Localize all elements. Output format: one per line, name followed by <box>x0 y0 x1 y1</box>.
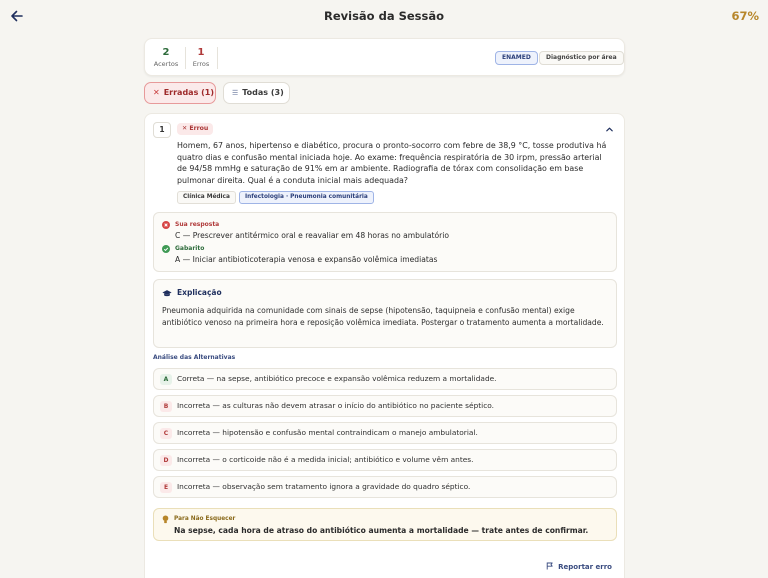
explanation-title: Explicação <box>177 288 222 297</box>
your-answer-text: C — Prescrever antitérmico oral e reavaliar em 48 horas no ambulatório <box>175 231 450 240</box>
wrong-stat <box>186 47 216 69</box>
report-error-button[interactable] <box>546 562 612 571</box>
score-percentage: 67% <box>731 9 759 23</box>
graduation-cap-icon <box>162 289 172 298</box>
alternative-letter: D <box>160 455 172 466</box>
check-circle-icon <box>162 245 170 253</box>
correct-count: 2 <box>162 47 170 58</box>
close-icon: ✕ <box>153 88 160 97</box>
alternative-letter: B <box>160 401 172 412</box>
chevron-up-icon[interactable] <box>605 125 614 134</box>
alternative-letter: E <box>160 482 172 493</box>
close-icon: ✕ <box>182 125 190 132</box>
filter-wrong-label: Erradas (1) <box>163 88 215 97</box>
question-stem: Homem, 67 anos, hipertenso e diabético, procura o pronto-socorro com febre de 38,9 °C, tosse produtiva há quatro dias e confusão mental iniciada hoje. Ao exame: frequência respiratória de 30 irpm, pressão arterial de 94/58 mmHg e saturação de 91% em ar ambiente. Radiografia de tórax com consolidação em base pulmonar direita. Qual é a conduta inicial mais adequada? <box>177 141 607 185</box>
filter-all-label: Todas (3) <box>242 88 284 97</box>
top-bar <box>0 0 768 34</box>
alternative-row-c[interactable] <box>153 422 617 444</box>
alternative-row-d[interactable] <box>153 449 617 471</box>
status-badge-label: Errou <box>189 125 209 132</box>
explanation-text: Pneumonia adquirida na comunidade com sinais de sepse (hipotensão, taquipneia e confusão mental) exige antibiótico venoso na primeira hora e reposição volêmica imediata. Postergar o tratamento aumenta a mortalidade. <box>162 306 604 327</box>
area-chip: Clínica Médica <box>177 191 236 204</box>
stat-divider <box>217 47 218 69</box>
alternative-row-e[interactable] <box>153 476 617 498</box>
status-badge <box>177 123 213 135</box>
alternative-row-a[interactable] <box>153 368 617 390</box>
alternative-text: Incorreta — as culturas não devem atrasar o início do antibiótico no paciente séptico. <box>177 401 495 410</box>
alternative-letter: A <box>160 374 172 385</box>
lightbulb-icon <box>162 515 169 524</box>
report-error-label: Reportar erro <box>558 563 612 571</box>
page-title: Revisão da Sessão <box>323 9 445 23</box>
filter-all-button[interactable] <box>223 82 290 104</box>
remember-tip-text: Na sepse, cada hora de atraso do antibiótico aumenta a mortalidade — trate antes de confirmar. <box>174 526 589 535</box>
diagnosis-by-area-button[interactable]: Diagnóstico por área <box>539 51 624 65</box>
your-answer-label: Sua resposta <box>175 221 220 228</box>
list-icon: ☰ <box>232 89 239 97</box>
topic-chip: Infectologia · Pneumonia comunitária <box>239 191 374 204</box>
answer-key-text: A — Iniciar antibioticoterapia venosa e expansão volêmica imediatas <box>175 255 438 264</box>
correct-stat <box>151 47 181 69</box>
filter-wrong-button[interactable] <box>144 82 216 104</box>
explanation-box <box>153 279 617 348</box>
flag-icon <box>546 562 554 570</box>
remember-tip-label: Para Não Esquecer <box>174 516 236 522</box>
correct-label: Acertos <box>153 60 179 68</box>
answer-comparison-box <box>153 212 617 272</box>
wrong-label: Erros <box>192 60 210 68</box>
remember-tip-box <box>153 508 617 541</box>
session-summary-card <box>144 38 625 76</box>
alternative-text: Incorreta — o corticoide não é a medida inicial; antibiótico e volume vêm antes. <box>177 455 474 464</box>
wrong-count: 1 <box>197 47 205 58</box>
alternative-text: Incorreta — hipotensão e confusão mental contraindicam o manejo ambulatorial. <box>177 428 478 437</box>
alternatives-heading: Análise das Alternativas <box>153 354 236 361</box>
alternative-text: Correta — na sepse, antibiótico precoce e expansão volêmica reduzem a mortalidade. <box>177 374 497 383</box>
error-circle-icon <box>162 221 170 229</box>
question-number: 1 <box>153 122 171 138</box>
answer-key-label: Gabarito <box>175 245 205 252</box>
question-card <box>144 113 625 578</box>
alternative-text: Incorreta — observação sem tratamento ignora a gravidade do quadro séptico. <box>177 482 471 491</box>
alternative-row-b[interactable] <box>153 395 617 417</box>
alternative-letter: C <box>160 428 172 439</box>
enamed-tag[interactable]: ENAMED <box>495 51 538 65</box>
